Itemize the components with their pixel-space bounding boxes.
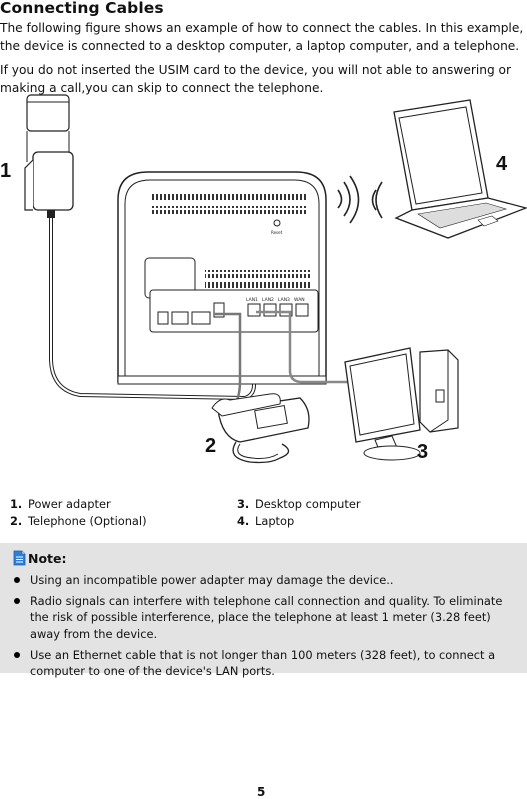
legend-number: 1. [10,497,23,511]
note-text: Using an incompatible power adapter may damage the device.. [30,573,394,587]
legend-item [10,513,147,530]
page-heading: Connecting Cables [0,0,164,17]
legend-number: 2. [10,513,23,528]
router [118,172,326,384]
telephone [212,394,309,463]
port-label-lan3: LAN3 [278,298,290,303]
legend-text: Power adapter [28,497,111,511]
legend-item [237,513,361,530]
note-text: Use an Ethernet cable that is not longer than 100 meters (328 feet), to connect a computer to one of the device's LAN ports. [30,647,496,679]
callout-1: 1 [0,160,12,182]
note-icon [13,550,26,566]
legend-text: Telephone (Optional) [28,513,147,528]
callout-4: 4 [496,153,508,175]
wifi-signal-icon [338,176,382,223]
legend-item [10,496,147,513]
bullet-icon [14,598,20,604]
page-number: 5 [257,785,266,799]
port-label-lan1: LAN1 [246,298,258,303]
callout-2: 2 [205,435,217,457]
callout-3: 3 [417,441,429,463]
note-heading [13,550,67,566]
note-box [0,543,527,679]
legend-text: Desktop computer [255,497,361,511]
port-label-wan: WAN [294,298,305,303]
legend-number: 4. [237,513,250,528]
power-adapter [25,95,73,218]
legend-number: 3. [237,497,250,511]
legend-text: Laptop [255,513,295,528]
note-item [12,647,517,679]
reset-label: Reset [271,230,283,235]
intro-paragraph: The following figure shows an example of how to connect the cables. In this example, the device is connected to a desktop computer, a laptop computer, and a telephone. [0,21,524,53]
bullet-icon [14,577,20,583]
note-list [12,572,517,684]
legend-left-column [10,496,147,529]
port-label-lan2: LAN2 [262,298,274,303]
note-text: Radio signals can interfere with telephone call connection and quality. To eliminate the risk of possible interference, place the telephone at least 1 meter (3.28 feet) away from the device. [30,594,503,641]
legend-right-column [237,496,361,529]
desktop-computer [345,348,458,460]
usim-paragraph: If you do not inserted the USIM card to the device, you will not able to answering or making a call,you can skip to connect the telephone. [0,63,512,95]
legend-item [237,496,361,513]
connection-diagram [0,90,527,470]
note-item [12,572,517,588]
note-item [12,593,517,642]
bullet-icon [14,652,20,658]
note-title: Note: [28,550,67,566]
